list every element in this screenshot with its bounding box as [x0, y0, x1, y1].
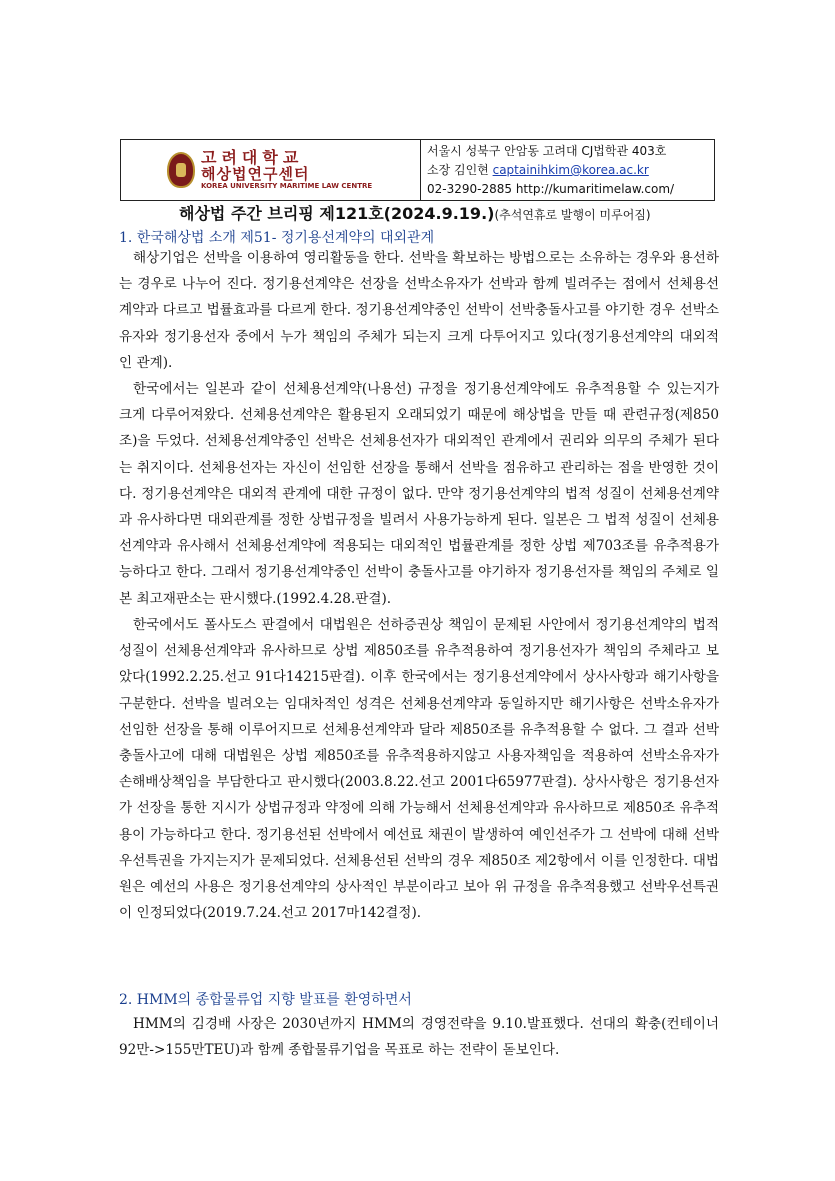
logo-cell	[121, 140, 421, 200]
briefing-title	[179, 201, 651, 224]
section-1-heading: 1. 한국해상법 소개 제51- 정기용선계약의 대외관계	[119, 230, 435, 246]
phone-url: 02-3290-2885 http://kumaritimelaw.com/	[427, 182, 675, 196]
section-1-paragraph-1: 해상기업은 선박을 이용하여 영리활동을 한다. 선박을 확보하는 방법으로는 소유하는 경우와 용선하는 경우로 나누어 진다. 정기용선계약은 선장을 선박소유자가 선박과 함께 빌려주는 점에서 선체용선계약과 다르고 법률효과를 다르게 한다. 정기용선계약중인 선박이 선박충돌사고를 야기한 경우 선박소유자와 정기용선자 중에서 누가 책임의 주체가 되는지 크게 다투어지고 있다(정기용선계약의 대외적인 관계).	[119, 250, 719, 371]
contact-info	[421, 140, 714, 200]
section-2-heading: 2. HMM의 종합물류업 지향 발표를 환영하면서	[119, 992, 412, 1008]
section-1-paragraph-2: 한국에서는 일본과 같이 선체용선계약(나용선) 규정을 정기용선계약에도 유추적용할 수 있는지가 크게 다루어져왔다. 선체용선계약은 활용된지 오래되었기 때문에 해상법을 만들 때 관련규정(제850조)을 두었다. 선체용선계약중인 선박은 선체용선자가 대외적인 관계에서 권리와 의무의 주체가 된다는 취지이다. 선체용선자는 자신이 선임한 선장을 통해서 선박을 점유하고 관리하는 점을 반영한 것이다. 정기용선계약은 대외적 관계에 대한 규정이 없다. 만약 정기용선계약의 법적 성질이 선체용선계약과 유사하다면 대외관계를 정한 상법규정을 빌려서 사용가능하게 된다. 일본은 그 법적 성질이 선체용선계약과 유사해서 선체용선계약에 적용되는 대외적인 법률관계를 정한 상법 제703조를 유추적용가능하다고 한다. 그래서 정기용선계약중인 선박이 충돌사고를 야기하자 정기용선자를 책임의 주체로 일본 최고재판소는 판시했다.(1992.4.28.판결).	[119, 381, 719, 607]
address: 서울시 성북구 안암동 고려대 CJ법학관 403호	[427, 144, 667, 158]
section-1-paragraph-3: 한국에서도 폴사도스 판결에서 대법원은 선하증권상 책임이 문제된 사안에서 정기용선계약의 법적 성질이 선체용선계약과 유사하므로 상법 제850조를 유추적용하여 정기용선자가 책임의 주체라고 보았다(1992.2.25.선고 91다14215판결). 이후 한국에서는 정기용선계약에서 상사사항과 해기사항을 구분한다. 선박을 빌려오는 임대차적인 성격은 선체용선계약과 동일하지만 해기사항은 선박소유자가 선임한 선장을 통해 이루어지므로 선체용선계약과 달라 제850조를 유추적용할 수 없다. 그 결과 선박충돌사고에 대해 대법원은 상법 제850조를 유추적용하지않고 사용자책임을 적용하여 선박소유자가 손해배상책임을 부담한다고 판시했다(2003.8.22.선고 2001다65977판결). 상사사항은 정기용선자가 선장을 통한 지시가 상법규정과 약정에 의해 가능해서 선체용선계약과 유사하므로 제850조 유추적용이 가능하다고 한다. 정기용선된 선박에서 예선료 채권이 발생하여 예인선주가 그 선박에 대해 선박우선특권을 가지는지가 문제되었다. 선체용선된 선박의 경우 제850조 제2항에서 이를 인정한다. 대법원은 예선의 사용은 정기용선계약의 상사적인 부분이라고 보아 위 규정을 유추적용했고 선박우선특권이 인정되었다(2019.7.24.선고 2017마142결정).	[119, 617, 719, 922]
logo-university-name: 고려대학교	[201, 148, 304, 168]
section-2-paragraph-1: HMM의 김경배 사장은 2030년까지 HMM의 경영전략을 9.10.발표했다. 선대의 확충(컨테이너 92만->155만TEU)과 함께 종합물류기업을 목표로 하는 전략이 돋보인다.	[119, 1016, 719, 1059]
director-line	[427, 161, 708, 180]
director-name: 소장 김인현	[427, 163, 493, 177]
logo-center-english: KOREA UNIVERSITY MARITIME LAW CENTRE	[201, 181, 373, 190]
title-main: 해상법 주간 브리핑 제121호(2024.9.19.)	[179, 204, 495, 223]
university-seal-icon	[167, 152, 195, 188]
email-link[interactable]: captainihkim@korea.ac.kr	[492, 163, 649, 177]
title-note: (추석연휴로 발행이 미루어짐)	[494, 208, 651, 222]
center-logo	[201, 150, 372, 190]
header-box	[120, 139, 715, 201]
logo-center-name: 해상법연구센터	[201, 164, 310, 183]
